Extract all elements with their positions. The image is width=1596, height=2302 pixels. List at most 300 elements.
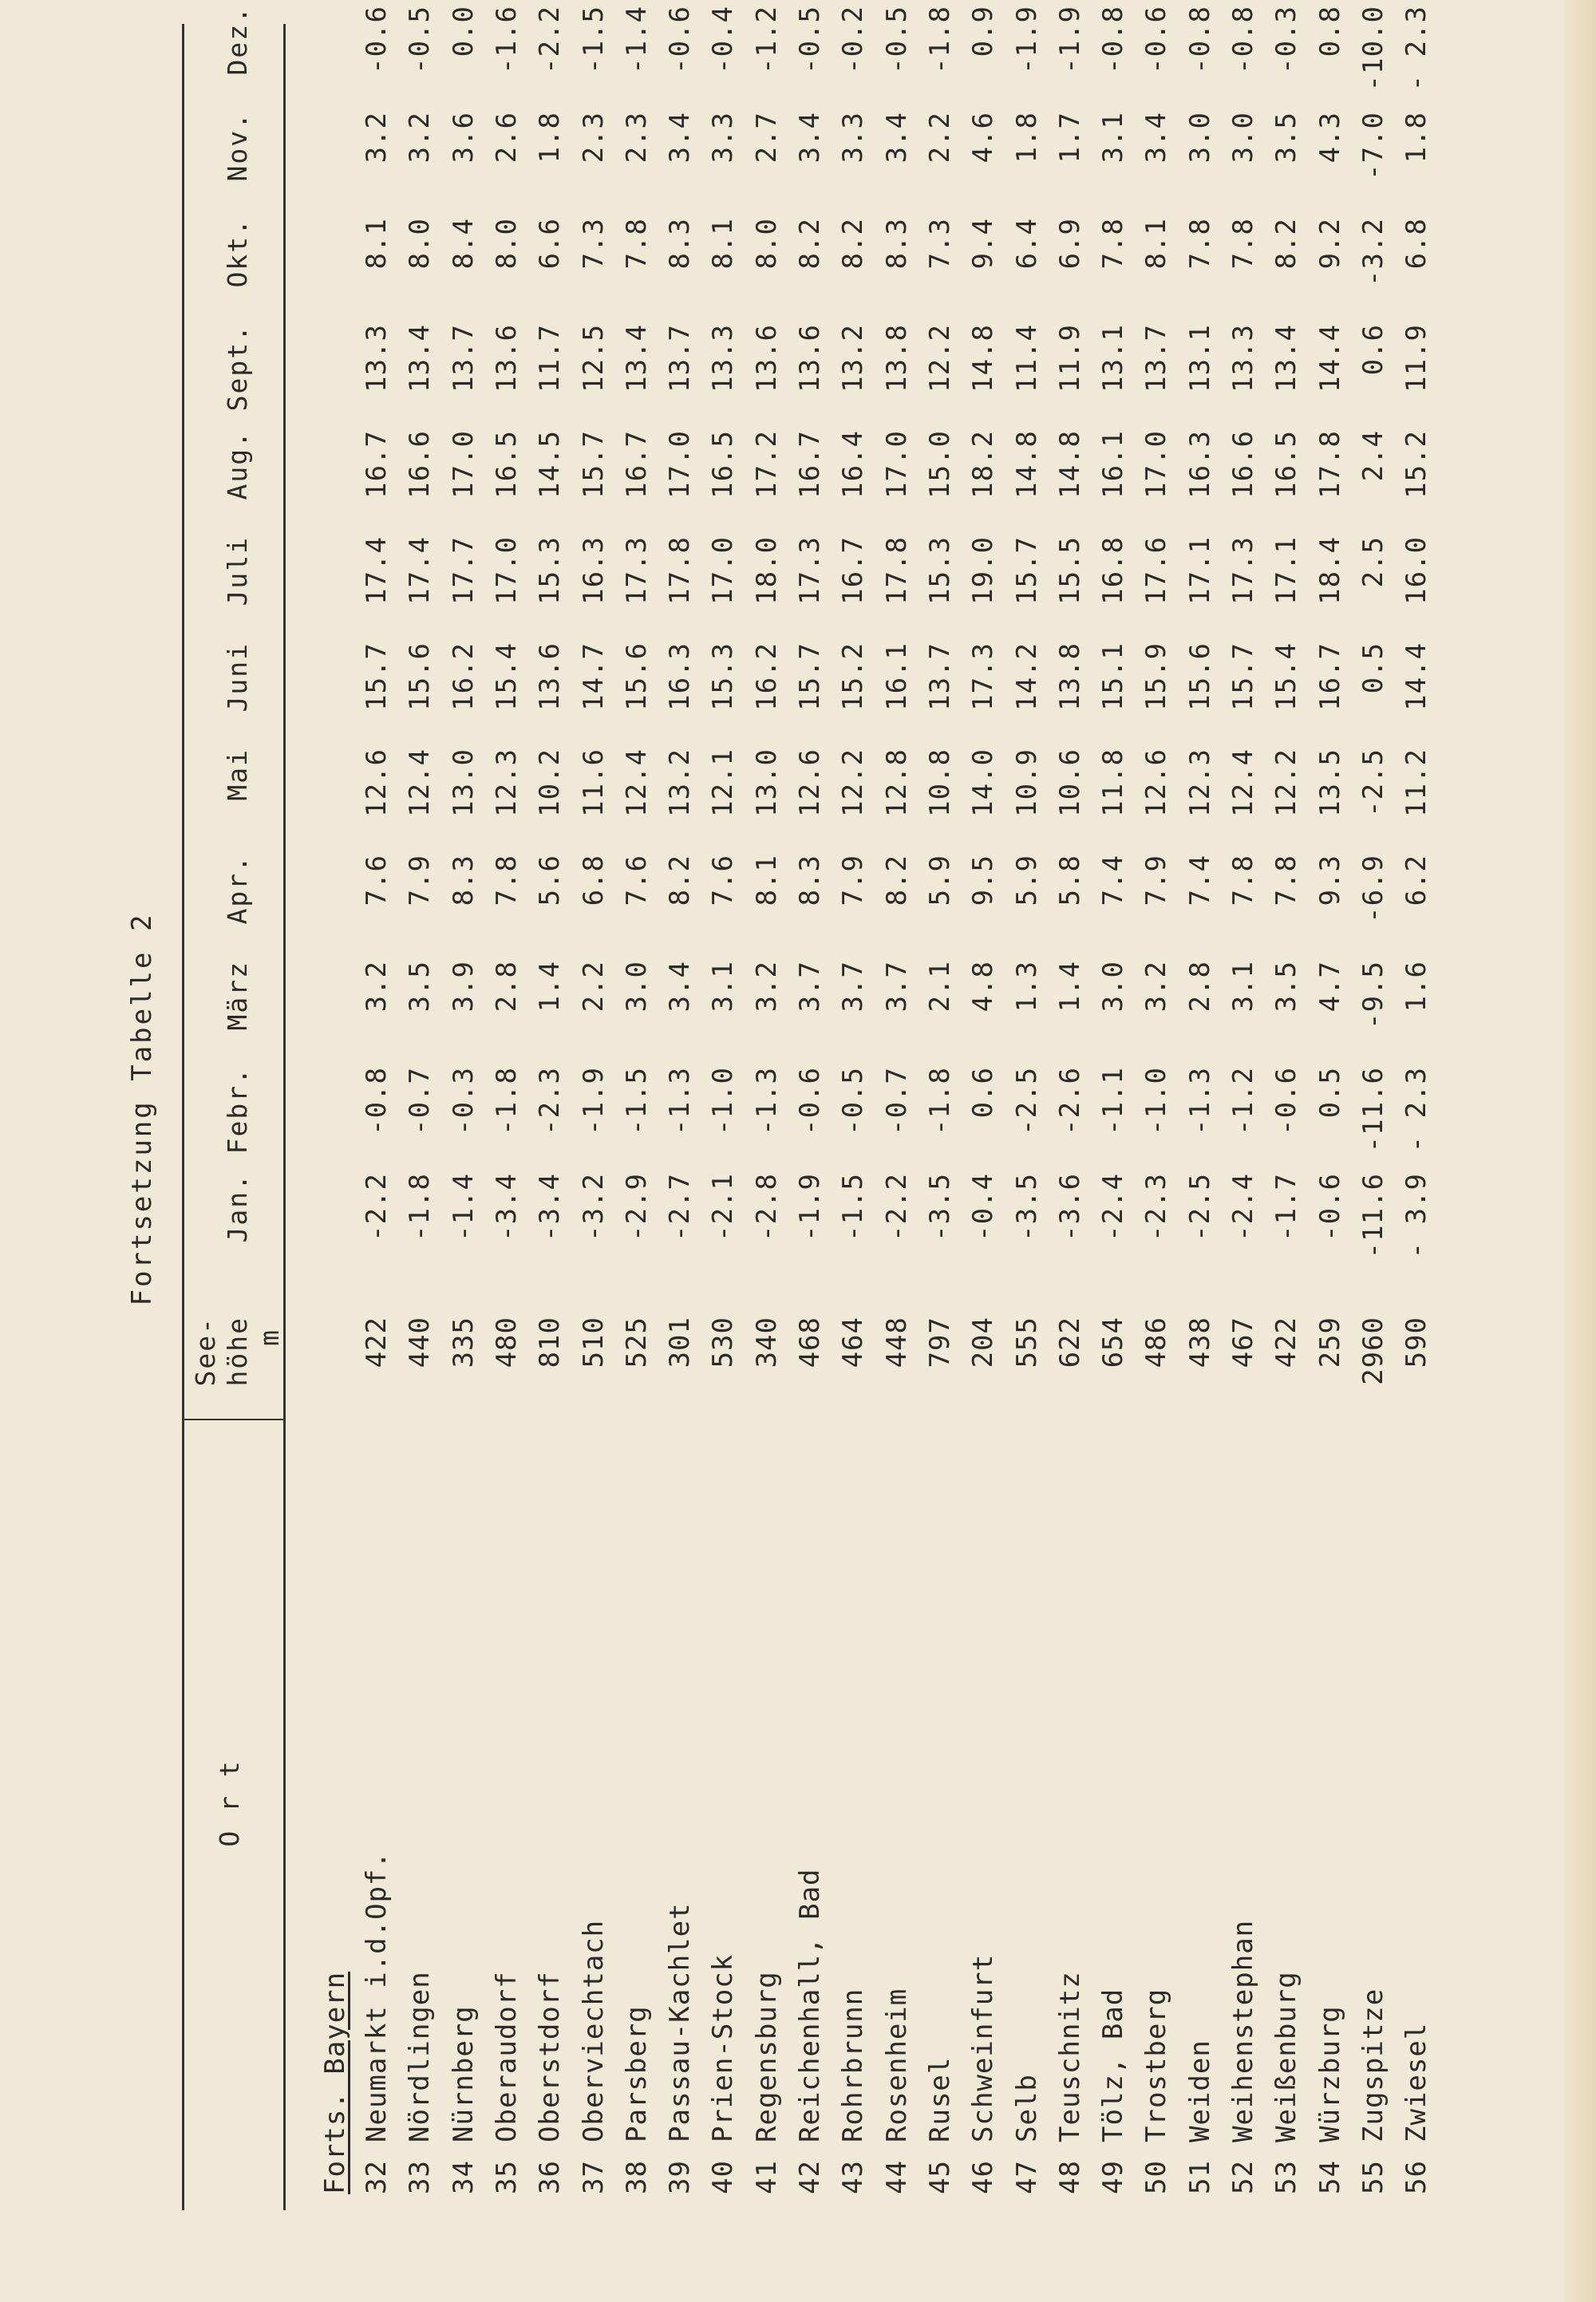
temperature-value: 12.1 — [707, 748, 740, 817]
temperature-value: -3.2 — [577, 1173, 610, 1242]
temperature-value: -0.3 — [1270, 6, 1303, 74]
table-row — [792, 0, 828, 2218]
row-number: 45 — [923, 2160, 956, 2194]
temperature-value: 8.1 — [361, 218, 393, 270]
temperature-value: 17.3 — [794, 536, 826, 605]
temperature-value: 17.2 — [750, 430, 783, 499]
temperature-value: -2.3 — [1140, 1173, 1173, 1242]
table-row — [1313, 0, 1348, 2218]
temperature-value: 1.4 — [534, 961, 567, 1013]
temperature-value: 8.1 — [750, 855, 783, 906]
temperature-value: 15.6 — [1183, 642, 1216, 711]
temperature-value: 2.4 — [1357, 430, 1389, 482]
table-row — [705, 0, 741, 2218]
temperature-value: -1.3 — [1183, 1067, 1216, 1135]
temperature-value: 16.7 — [837, 536, 870, 605]
elevation: 525 — [620, 1317, 653, 1368]
place-name: Regensburg — [750, 1971, 783, 2142]
temperature-value — [1356, 0, 1391, 19]
temperature-value: -7.0 — [1357, 112, 1389, 180]
temperature-value: 2.5 — [1357, 536, 1389, 588]
temperature-value: 11.4 — [1010, 324, 1043, 393]
temperature-value: -0.7 — [880, 1067, 913, 1135]
temperature-value: -0.6 — [361, 6, 393, 74]
elevation: 622 — [1053, 1317, 1086, 1368]
table-row — [1226, 0, 1261, 2218]
place-name: Oberviechtach — [577, 1919, 610, 2142]
temperature-value: 9.4 — [967, 218, 1000, 270]
place-name: Reichenhall, Bad — [794, 1868, 826, 2142]
temperature-value: 8.2 — [1270, 218, 1303, 270]
place-name: Selb — [1010, 2074, 1043, 2142]
table-row — [749, 0, 784, 2218]
temperature-value: 13.6 — [750, 324, 783, 393]
temperature-value: -0.8 — [1227, 6, 1259, 74]
temperature-value: -3.4 — [490, 1173, 523, 1242]
place-name: Teuschnitz — [1053, 1971, 1086, 2142]
row-number: 55 — [1357, 2160, 1389, 2194]
temperature-value: 15.3 — [707, 642, 740, 711]
temperature-value: 11.7 — [534, 324, 567, 393]
temperature-value — [836, 0, 871, 19]
temperature-value: -3.2 — [1357, 218, 1389, 286]
temperature-value: 16.5 — [707, 430, 740, 499]
temperature-value: 12.3 — [490, 748, 523, 817]
elevation: 204 — [967, 1317, 1000, 1368]
table-row — [966, 0, 1001, 2218]
temperature-value: 18.0 — [750, 536, 783, 605]
temperature-value: 12.6 — [794, 748, 826, 817]
temperature-value — [1226, 0, 1261, 19]
table-row — [1009, 0, 1045, 2218]
temperature-value: 7.8 — [490, 855, 523, 906]
temperature-value: 17.0 — [664, 430, 697, 499]
temperature-value: 12.3 — [1183, 748, 1216, 817]
table-row — [1269, 0, 1304, 2218]
temperature-value: 16.7 — [1314, 642, 1346, 711]
temperature-value: 17.6 — [1140, 536, 1173, 605]
temperature-value — [749, 0, 784, 19]
temperature-value: 3.2 — [404, 112, 437, 164]
row-number: 36 — [534, 2160, 567, 2194]
row-number: 33 — [404, 2160, 437, 2194]
temperature-value: -3.5 — [1010, 1173, 1043, 1242]
elevation: 510 — [577, 1317, 610, 1368]
temperature-value: 3.6 — [447, 112, 480, 164]
rotated-table-sheet — [120, 0, 1476, 2218]
row-number: 41 — [750, 2160, 783, 2194]
temperature-value: 7.9 — [1140, 855, 1173, 906]
temperature-value: -1.2 — [1227, 1067, 1259, 1135]
temperature-value: 15.7 — [577, 430, 610, 499]
temperature-value: 14.8 — [967, 324, 1000, 393]
temperature-value: 8.1 — [707, 218, 740, 270]
temperature-value: 3.2 — [361, 112, 393, 164]
row-number: 52 — [1227, 2160, 1259, 2194]
row-number: 38 — [620, 2160, 653, 2194]
row-number: 56 — [1400, 2160, 1433, 2194]
temperature-value: 2.8 — [490, 961, 523, 1013]
header-rule — [283, 24, 286, 2210]
temperature-value: -2.5 — [1357, 748, 1389, 817]
header-month: Jan. — [222, 1173, 253, 1243]
temperature-value: 2.8 — [1183, 961, 1216, 1013]
place-name: Schweinfurt — [967, 1953, 1000, 2142]
temperature-value: -0.7 — [404, 1067, 437, 1135]
temperature-value: 8.0 — [750, 218, 783, 270]
row-number: 49 — [1097, 2160, 1130, 2194]
temperature-value: 3.0 — [1183, 112, 1216, 164]
temperature-value: -1.9 — [1010, 6, 1043, 74]
temperature-value: 19.0 — [967, 536, 1000, 605]
temperature-value: 7.3 — [577, 218, 610, 270]
temperature-value: 0.5 — [1314, 1067, 1346, 1119]
place-name: Neumarkt i.d.Opf. — [361, 1851, 393, 2142]
temperature-value: 13.3 — [361, 324, 393, 393]
temperature-value: 0.5 — [1357, 642, 1389, 694]
temperature-value: 12.4 — [1227, 748, 1259, 817]
row-number: 37 — [577, 2160, 610, 2194]
temperature-value: 13.3 — [1227, 324, 1259, 393]
row-number: 46 — [967, 2160, 1000, 2194]
header-seehoehe-1: See- — [190, 1317, 221, 1387]
temperature-value: 13.8 — [880, 324, 913, 393]
temperature-value: 7.8 — [1183, 218, 1216, 270]
temperature-value: 3.3 — [707, 112, 740, 164]
row-number: 34 — [447, 2160, 480, 2194]
header-month: Aug. — [222, 430, 253, 500]
temperature-value: 17.3 — [620, 536, 653, 605]
temperature-value: -2.3 — [534, 1067, 567, 1135]
temperature-value: 8.2 — [837, 218, 870, 270]
table-row — [836, 0, 871, 2218]
temperature-value — [1009, 0, 1045, 19]
temperature-value: 18.4 — [1314, 536, 1346, 605]
row-number: 47 — [1010, 2160, 1043, 2194]
temperature-value: 15.2 — [1400, 430, 1433, 499]
row-number: 35 — [490, 2160, 523, 2194]
temperature-value — [1313, 0, 1348, 19]
header-month: Dez. — [222, 6, 253, 76]
temperature-value: 16.2 — [750, 642, 783, 711]
temperature-value: -2.4 — [1097, 1173, 1130, 1242]
temperature-value: 0.6 — [1357, 324, 1389, 376]
temperature-value: 8.0 — [404, 218, 437, 270]
elevation: 2960 — [1357, 1317, 1389, 1385]
temperature-value: 16.8 — [1097, 536, 1130, 605]
temperature-value: 7.8 — [1227, 855, 1259, 906]
place-name: Würzburg — [1314, 2005, 1346, 2142]
temperature-value: -1.8 — [490, 1067, 523, 1135]
temperature-value — [1096, 0, 1131, 19]
temperature-value: 0.9 — [967, 6, 1000, 57]
table-row — [1356, 0, 1391, 2218]
temperature-value: -0.6 — [1314, 1173, 1346, 1242]
temperature-value: 3.1 — [1227, 961, 1259, 1013]
temperature-value: 15.7 — [1227, 642, 1259, 711]
temperature-value: 16.7 — [361, 430, 393, 499]
place-name: Parsberg — [620, 2005, 653, 2142]
temperature-value: 14.8 — [1010, 430, 1043, 499]
temperature-value: 16.3 — [577, 536, 610, 605]
temperature-value: -2.9 — [620, 1173, 653, 1242]
temperature-value: 6.8 — [1400, 218, 1433, 270]
place-name: Passau-Kachlet — [664, 1902, 697, 2142]
place-name: Weißenburg — [1270, 1971, 1303, 2142]
temperature-value: 15.4 — [490, 642, 523, 711]
temperature-value: 16.4 — [837, 430, 870, 499]
temperature-value: 1.3 — [1010, 961, 1043, 1013]
temperature-value: 4.6 — [967, 112, 1000, 164]
temperature-value: 11.2 — [1400, 748, 1433, 817]
temperature-value: 12.6 — [361, 748, 393, 817]
temperature-value: 16.2 — [447, 642, 480, 711]
temperature-value: 13.4 — [1270, 324, 1303, 393]
temperature-value: -0.3 — [447, 1067, 480, 1135]
temperature-value: 2.7 — [750, 112, 783, 164]
temperature-value: 15.4 — [1270, 642, 1303, 711]
temperature-value: -0.6 — [1140, 6, 1173, 74]
temperature-value: 12.4 — [620, 748, 653, 817]
temperature-value: 5.9 — [923, 855, 956, 906]
temperature-value: -2.2 — [534, 6, 567, 74]
temperature-value: 8.2 — [880, 855, 913, 906]
header-month: Juli — [222, 536, 253, 606]
temperature-value: 6.2 — [1400, 855, 1433, 906]
place-name: Weihenstephan — [1227, 1919, 1259, 2142]
temperature-value: 13.7 — [447, 324, 480, 393]
temperature-value: 15.7 — [794, 642, 826, 711]
header-seehoehe-2: höhe — [222, 1317, 253, 1387]
table-title: Fortsetzung Tabelle 2 — [126, 912, 158, 1306]
elevation: 301 — [664, 1317, 697, 1368]
temperature-value: 7.8 — [1227, 218, 1259, 270]
temperature-value: -2.2 — [880, 1173, 913, 1242]
temperature-value: 11.9 — [1400, 324, 1433, 393]
temperature-value: 8.3 — [664, 218, 697, 270]
temperature-value — [705, 0, 741, 19]
temperature-value: 7.8 — [1270, 855, 1303, 906]
temperature-value: 3.0 — [1227, 112, 1259, 164]
temperature-value — [1399, 0, 1434, 19]
temperature-value: -0.4 — [967, 1173, 1000, 1242]
temperature-value: 15.0 — [923, 430, 956, 499]
temperature-value: 15.1 — [1097, 642, 1130, 711]
temperature-value: -1.5 — [837, 1173, 870, 1242]
temperature-value: -2.8 — [750, 1173, 783, 1242]
temperature-value: -1.0 — [707, 1067, 740, 1135]
temperature-value: 12.6 — [1140, 748, 1173, 817]
place-name: Rosenheim — [880, 1988, 913, 2142]
temperature-value: -1.5 — [620, 1067, 653, 1135]
temperature-value: 14.4 — [1314, 324, 1346, 393]
place-name: Prien-Stock — [707, 1953, 740, 2142]
temperature-value: 3.0 — [620, 961, 653, 1013]
row-number: 50 — [1140, 2160, 1173, 2194]
temperature-value: 13.0 — [750, 748, 783, 817]
header-month: Juni — [222, 642, 253, 713]
temperature-value: 3.7 — [837, 961, 870, 1013]
temperature-value: -0.5 — [880, 6, 913, 74]
temperature-value: -2.5 — [1183, 1173, 1216, 1242]
temperature-value: 3.4 — [664, 961, 697, 1013]
temperature-value: 2.3 — [620, 112, 653, 164]
temperature-value: 8.3 — [880, 218, 913, 270]
place-name: Oberstdorf — [534, 1971, 567, 2142]
temperature-value: 13.5 — [1314, 748, 1346, 817]
row-number: 54 — [1314, 2160, 1346, 2194]
temperature-value: -3.5 — [923, 1173, 956, 1242]
temperature-value: -1.6 — [490, 6, 523, 74]
temperature-value: 2.6 — [490, 112, 523, 164]
temperature-value: -2.7 — [664, 1173, 697, 1242]
temperature-value: 17.4 — [361, 536, 393, 605]
temperature-value — [402, 0, 437, 19]
temperature-value: -1.9 — [577, 1067, 610, 1135]
temperature-value: -1.5 — [577, 6, 610, 74]
elevation: 467 — [1227, 1317, 1259, 1368]
temperature-value: 6.9 — [1053, 218, 1086, 270]
temperature-value: -11.6 — [1357, 1067, 1389, 1153]
elevation: 797 — [923, 1317, 956, 1368]
section-heading: Forts. Bayern — [319, 1971, 351, 2194]
temperature-value — [1269, 0, 1304, 19]
temperature-value: 6.8 — [577, 855, 610, 906]
temperature-value: -0.6 — [794, 1067, 826, 1135]
temperature-value — [619, 0, 654, 19]
temperature-value: 7.8 — [620, 218, 653, 270]
temperature-value: 18.2 — [967, 430, 1000, 499]
place-name: Rusel — [923, 2056, 956, 2142]
temperature-value: - 3.9 — [1400, 1173, 1433, 1259]
temperature-value: 13.1 — [1183, 324, 1216, 393]
temperature-value: 6.6 — [534, 218, 567, 270]
temperature-value: 2.1 — [923, 961, 956, 1013]
temperature-value: 17.1 — [1270, 536, 1303, 605]
elevation: 440 — [404, 1317, 437, 1368]
temperature-value: 6.4 — [1010, 218, 1043, 270]
temperature-value: -0.5 — [794, 6, 826, 74]
temperature-value — [662, 0, 697, 19]
table-row — [1139, 0, 1174, 2218]
header-month: Nov. — [222, 112, 253, 182]
temperature-value: 3.5 — [1270, 961, 1303, 1013]
temperature-value: 13.6 — [794, 324, 826, 393]
temperature-value: 5.9 — [1010, 855, 1043, 906]
temperature-value: 17.0 — [707, 536, 740, 605]
header-ort: O r t — [214, 1759, 245, 1847]
temperature-value: 2.2 — [577, 961, 610, 1013]
temperature-value: 1.4 — [1053, 961, 1086, 1013]
temperature-value: 3.2 — [361, 961, 393, 1013]
temperature-value: 7.4 — [1097, 855, 1130, 906]
temperature-value: 13.7 — [1140, 324, 1173, 393]
place-name: Weiden — [1183, 2039, 1216, 2142]
temperature-value: -2.6 — [1053, 1067, 1086, 1135]
row-number: 43 — [837, 2160, 870, 2194]
temperature-value: 15.3 — [923, 536, 956, 605]
temperature-value: 8.3 — [447, 855, 480, 906]
temperature-value: 5.6 — [534, 855, 567, 906]
temperature-value: -2.4 — [1227, 1173, 1259, 1242]
temperature-value: -0.5 — [404, 6, 437, 74]
temperature-value: 17.8 — [664, 536, 697, 605]
temperature-value: -1.0 — [1140, 1067, 1173, 1135]
temperature-value: 3.4 — [880, 112, 913, 164]
elevation: 654 — [1097, 1317, 1130, 1368]
temperature-value: -0.6 — [1270, 1067, 1303, 1135]
temperature-value: 4.7 — [1314, 961, 1346, 1013]
temperature-value: 3.2 — [750, 961, 783, 1013]
temperature-value: 15.7 — [361, 642, 393, 711]
temperature-value: -0.4 — [707, 6, 740, 74]
temperature-value: 17.3 — [1227, 536, 1259, 605]
table-row — [879, 0, 915, 2218]
temperature-value: 17.0 — [1140, 430, 1173, 499]
temperature-value: 13.6 — [490, 324, 523, 393]
place-name: Tölz, Bad — [1097, 1988, 1130, 2142]
temperature-value: 8.0 — [490, 218, 523, 270]
temperature-value: 15.6 — [620, 642, 653, 711]
row-number: 48 — [1053, 2160, 1086, 2194]
temperature-value: -1.8 — [923, 1067, 956, 1135]
temperature-value: 12.2 — [1270, 748, 1303, 817]
temperature-value: 3.5 — [1270, 112, 1303, 164]
elevation: 259 — [1314, 1317, 1346, 1368]
temperature-value — [1139, 0, 1174, 19]
place-name: Trostberg — [1140, 1988, 1173, 2142]
header-month: Okt. — [222, 218, 253, 288]
table-row — [1399, 0, 1434, 2218]
temperature-value: 16.0 — [1400, 536, 1433, 605]
temperature-value: -2.1 — [707, 1173, 740, 1242]
temperature-value: 14.4 — [1400, 642, 1433, 711]
temperature-value: 12.4 — [404, 748, 437, 817]
temperature-value: -6.9 — [1357, 855, 1389, 923]
temperature-value: 17.4 — [404, 536, 437, 605]
temperature-value: 13.7 — [923, 642, 956, 711]
elevation: 480 — [490, 1317, 523, 1368]
temperature-value: 13.2 — [664, 748, 697, 817]
temperature-value: -0.8 — [361, 1067, 393, 1135]
temperature-value: 8.3 — [794, 855, 826, 906]
elevation: 448 — [880, 1317, 913, 1368]
temperature-value: -1.4 — [620, 6, 653, 74]
place-name: Nürnberg — [447, 2005, 480, 2142]
table-row — [402, 0, 437, 2218]
temperature-value — [446, 0, 481, 19]
temperature-value: 17.0 — [490, 536, 523, 605]
temperature-value — [922, 0, 958, 19]
temperature-value: 9.2 — [1314, 218, 1346, 270]
elevation: 422 — [361, 1317, 393, 1368]
temperature-value: -1.2 — [750, 6, 783, 74]
temperature-value: -10.0 — [1357, 6, 1389, 92]
temperature-value: 17.0 — [880, 430, 913, 499]
temperature-value: 17.0 — [447, 430, 480, 499]
temperature-value: 1.7 — [1053, 112, 1086, 164]
temperature-value: -1.8 — [923, 6, 956, 74]
temperature-value: 3.1 — [1097, 112, 1130, 164]
temperature-value: 16.1 — [1097, 430, 1130, 499]
temperature-value: 11.6 — [577, 748, 610, 817]
temperature-value — [792, 0, 828, 19]
temperature-value — [489, 0, 524, 19]
temperature-value: 17.7 — [447, 536, 480, 605]
temperature-value: 12.2 — [837, 748, 870, 817]
temperature-value: 10.8 — [923, 748, 956, 817]
elevation: 422 — [1270, 1317, 1303, 1368]
